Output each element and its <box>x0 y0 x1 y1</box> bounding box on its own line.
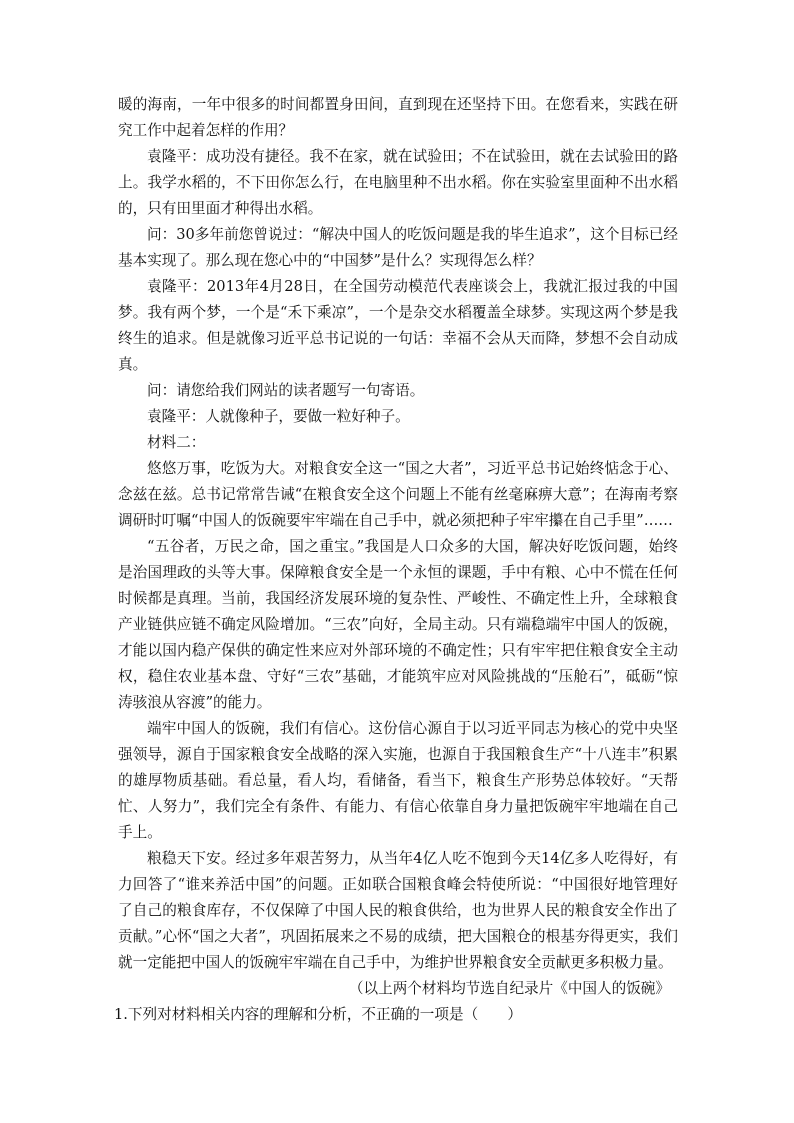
paragraph-3: 问：30多年前您曾说过：“解决中国人的吃饭问题是我的毕生追求”，这个目标已经基本实现了。那么现在您心中的“中国梦”是什么？实现得怎么样？ <box>118 226 678 269</box>
paragraph-11: 粮稳天下安。经过多年艰苦努力，从当年4亿人吃不饱到今天14亿多人吃得好，有力回答了“谁来养活中国”的问题。正如联合国粮食峰会特使所说：“中国很好地管理好了自己的粮食库存，不仅保障了中国人民的粮食供给，也为世界人民的粮食安全作出了贡献。”心怀“国之大者”，巩固拓展来之不易的成绩，把大国粮仓的根基夯得更实，我们就一定能把中国人的饭碗牢牢端在自己手中，为维护世界粮食安全贡献更多积极力量。 <box>118 850 678 971</box>
paragraph-8: 悠悠万事，吃饭为大。对粮食安全这一“国之大者”，习近平总书记始终惦念于心、念兹在兹。总书记常常告诫“在粮食安全这个问题上不能有丝毫麻痹大意”；在海南考察调研时叮嘱“中国人的饭碗要牢牢端在自己手中，就必须把种子牢牢攥在自己手里”…… <box>118 460 678 529</box>
paragraph-6: 袁隆平：人就像种子，要做一粒好种子。 <box>147 408 410 425</box>
question-1: 1.下列对材料相关内容的理解和分析，不正确的一项是（ ） <box>114 1006 522 1023</box>
document-page <box>114 92 678 1028</box>
paragraph-5: 问：请您给我们网站的读者题写一句寄语。 <box>147 382 425 399</box>
material-two-heading: 材料二： <box>147 434 206 451</box>
paragraph-10: 端牢中国人的饭碗，我们有信心。这份信心源自于以习近平同志为核心的党中央坚强领导，源自于国家粮食安全战略的深入实施，也源自于我国粮食生产“十八连丰”积累的雄厚物质基础。看总量，看人均，看储备，看当下，粮食生产形势总体较好。“天帮忙、人努力”，我们完全有条件、有能力、有信心依靠自身力量把饭碗牢牢地端在自己手上。 <box>118 720 678 841</box>
source-note: （以上两个材料均节选自纪录片《中国人的饭碗》 <box>348 980 670 997</box>
paragraph-1: 暖的海南，一年中很多的时间都置身田间，直到现在还坚持下田。在您看来，实践在研究工作中起着怎样的作用？ <box>118 96 678 139</box>
paragraph-4: 袁隆平：2013年4月28日，在全国劳动模范代表座谈会上，我就汇报过我的中国梦。我有两个梦，一个是“禾下乘凉”，一个是杂交水稻覆盖全球梦。实现这两个梦是我终生的追求。但是就像习近平总书记说的一句话：幸福不会从天而降，梦想不会自动成真。 <box>118 278 678 373</box>
paragraph-9: “五谷者，万民之命，国之重宝。”我国是人口众多的大国，解决好吃饭问题，始终是治国理政的头等大事。保障粮食安全是一个永恒的课题，手中有粮、心中不慌在任何时候都是真理。当前，我国经济发展环境的复杂性、严峻性、不确定性上升，全球粮食产业链供应链不确定风险增加。“三农”向好，全局主动。只有端稳端牢中国人的饭碗，才能以国内稳产保供的确定性来应对外部环境的不确定性；只有牢牢把住粮食安全主动权，稳住农业基本盘、守好“三农”基础，才能筑牢应对风险挑战的“压舱石”，砥砺“惊涛骇浪从容渡”的能力。 <box>118 538 678 711</box>
paragraph-2: 袁隆平：成功没有捷径。我不在家，就在试验田；不在试验田，就在去试验田的路上。我学水稻的，不下田你怎么行，在电脑里种不出水稻。你在实验室里面种不出水稻的，只有田里面才种得出水稻。 <box>118 148 678 217</box>
